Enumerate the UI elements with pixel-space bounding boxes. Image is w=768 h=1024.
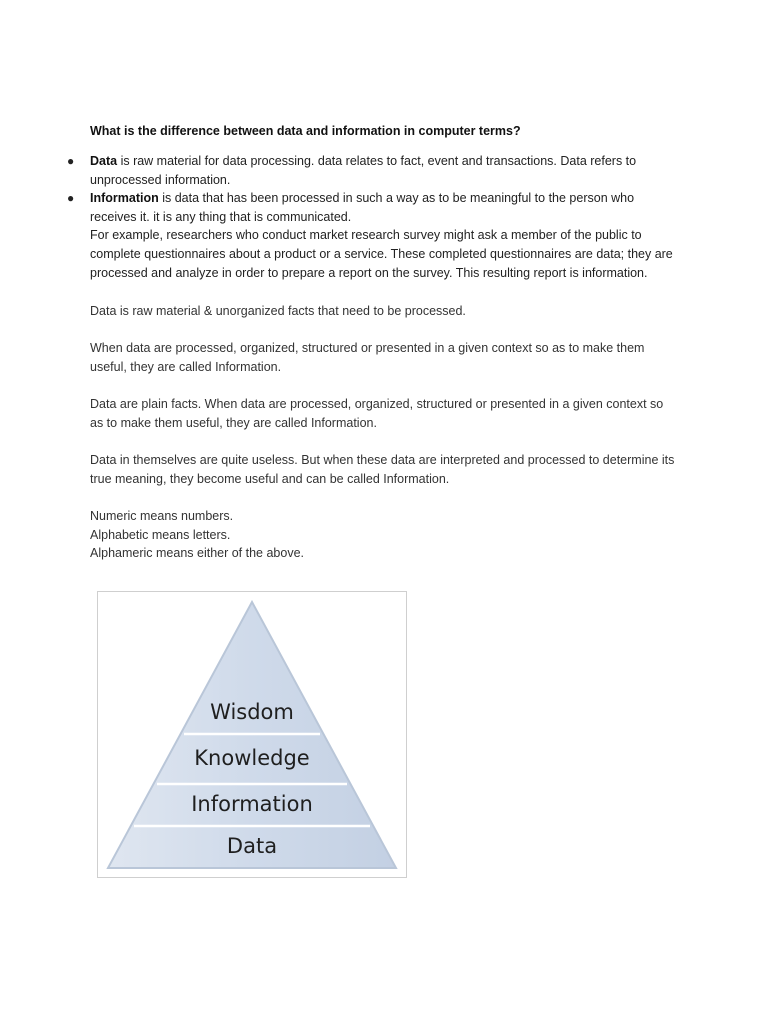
- bullet-icon: ●: [67, 154, 75, 168]
- definition-data-line-1: is raw material for data processing. data relates to fact, event and transactions. Data refers to: [117, 154, 637, 168]
- paragraph-line: as to make them useful, they are called Information.: [90, 415, 377, 430]
- example-line-1: For example, researchers who conduct market research survey might ask a member of the public to: [90, 228, 642, 243]
- paragraph-plain-facts: [90, 395, 690, 432]
- term-data: Data: [90, 154, 118, 168]
- list-item-data: [60, 152, 690, 189]
- pyramid-level-data: Data: [226, 834, 278, 858]
- term-information: Information: [90, 191, 159, 206]
- pyramid-level-wisdom: Wisdom: [210, 700, 294, 724]
- paragraph-line: Data are plain facts. When data are processed, organized, structured or presented in a given context so: [90, 397, 664, 411]
- paragraph-line: useful, they are called Information.: [90, 359, 282, 374]
- paragraph-line: Alphameric means either of the above.: [90, 546, 305, 561]
- paragraph-line: Alphabetic means letters.: [90, 527, 231, 542]
- paragraph-useless: [90, 451, 690, 488]
- question-heading: What is the difference between data and information in computer terms?: [90, 124, 521, 138]
- paragraph-processed: [90, 339, 690, 376]
- pyramid-graphic: [98, 592, 406, 877]
- list-item-information: [60, 189, 690, 282]
- paragraph-line: Data is raw material & unorganized facts that need to be processed.: [90, 304, 466, 318]
- paragraph-line: Data in themselves are quite useless. But when these data are interpreted and processed to determine its: [90, 453, 675, 467]
- definition-information-line-1: is data that has been processed in such a way as to be meaningful to the person who: [158, 191, 635, 206]
- definition-data-line-2: unprocessed information.: [90, 172, 231, 187]
- definition-list: [60, 152, 690, 282]
- paragraph-line: When data are processed, organized, structured or presented in a given context so as to make them: [90, 341, 645, 355]
- example-line-2: complete questionnaires about a product or a service. These completed questionnaires are data; they are: [90, 246, 673, 261]
- dikw-pyramid-figure: [97, 591, 407, 878]
- paragraph-raw-material: [90, 302, 690, 321]
- bullet-icon: ●: [67, 191, 75, 206]
- paragraph-line: true meaning, they become useful and can be called Information.: [90, 471, 450, 486]
- pyramid-level-knowledge: Knowledge: [194, 746, 310, 770]
- paragraph-numeric-definitions: [90, 507, 690, 563]
- paragraph-line: Numeric means numbers.: [90, 509, 234, 523]
- pyramid-level-information: Information: [191, 792, 313, 816]
- definition-information-line-2: receives it. it is any thing that is communicated.: [90, 209, 352, 224]
- example-line-3: processed and analyze in order to prepare a report on the survey. This resulting report is information.: [90, 265, 648, 280]
